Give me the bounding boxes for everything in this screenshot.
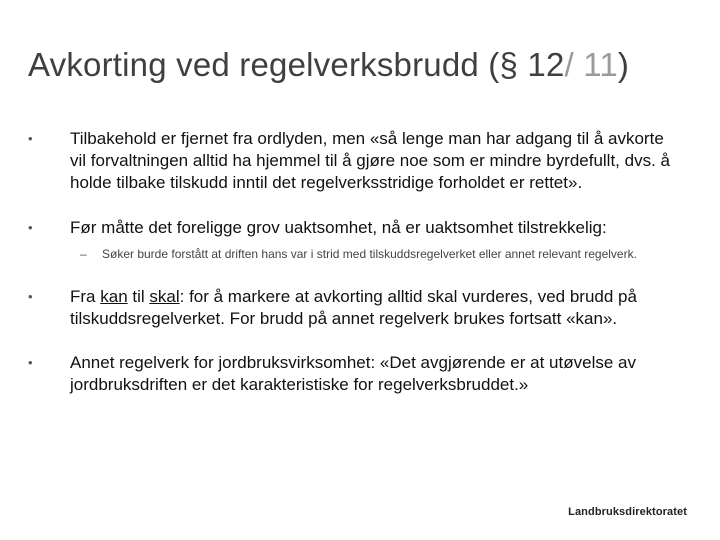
bullet-marker: • bbox=[28, 355, 33, 370]
bullet-text bbox=[70, 287, 637, 328]
spacer bbox=[28, 239, 678, 246]
organization-logo: Landbruksdirektoratet bbox=[568, 506, 687, 518]
bullet-text-lead: Fra bbox=[70, 287, 101, 306]
sub-bullet-marker: – bbox=[80, 247, 87, 261]
spacer bbox=[28, 263, 678, 286]
bullet-item-1 bbox=[28, 128, 678, 194]
bullet-text: Før måtte det foreligge grov uaktsomhet, nå er uaktsomhet tilstrekkelig: bbox=[70, 218, 607, 237]
underlined-word-skal: skal bbox=[149, 287, 180, 306]
bullet-marker: • bbox=[28, 289, 33, 304]
bullet-text-mid: til bbox=[127, 287, 150, 306]
slide-body bbox=[28, 128, 678, 396]
slide-title bbox=[28, 46, 698, 84]
slide-title-main: Avkorting ved regelverksbrudd (§ 12 bbox=[28, 46, 565, 83]
bullet-item-2 bbox=[28, 217, 678, 239]
bullet-item-3 bbox=[28, 286, 678, 330]
sub-bullet-text: Søker burde forstått at driften hans var i strid med tilskuddsregelverket eller annet relevant regelverk. bbox=[102, 247, 637, 261]
bullet-marker: • bbox=[28, 220, 33, 235]
bullet-text: Annet regelverk for jordbruksvirksomhet: «Det avgjørende er at utøvelse av jordbruksdriften er det karakteristiske for regelverksbruddet.» bbox=[70, 353, 636, 394]
spacer bbox=[28, 194, 678, 217]
bullet-marker: • bbox=[28, 131, 33, 146]
bullet-text: Tilbakehold er fjernet fra ordlyden, men «så lenge man har adgang til å avkorte vil forvaltningen alltid ha hjemmel til å gjøre noe som er mindre byrdefullt, dvs. å holde tilbake tilskudd inntil det regelverksstridige forholdet er rettet». bbox=[70, 129, 670, 192]
bullet-text-rest: : for å markere at avkorting alltid skal vurderes, ved brudd på tilskuddsregelverket. For brudd på annet regelverk brukes fortsatt «kan». bbox=[70, 287, 637, 328]
underlined-word-kan: kan bbox=[100, 287, 128, 306]
sub-bullet-item bbox=[28, 246, 678, 263]
slide-title-end: ) bbox=[617, 46, 630, 83]
slide-title-section-ref: / 11 bbox=[564, 46, 618, 83]
bullet-item-4 bbox=[28, 352, 678, 396]
spacer bbox=[28, 330, 678, 352]
